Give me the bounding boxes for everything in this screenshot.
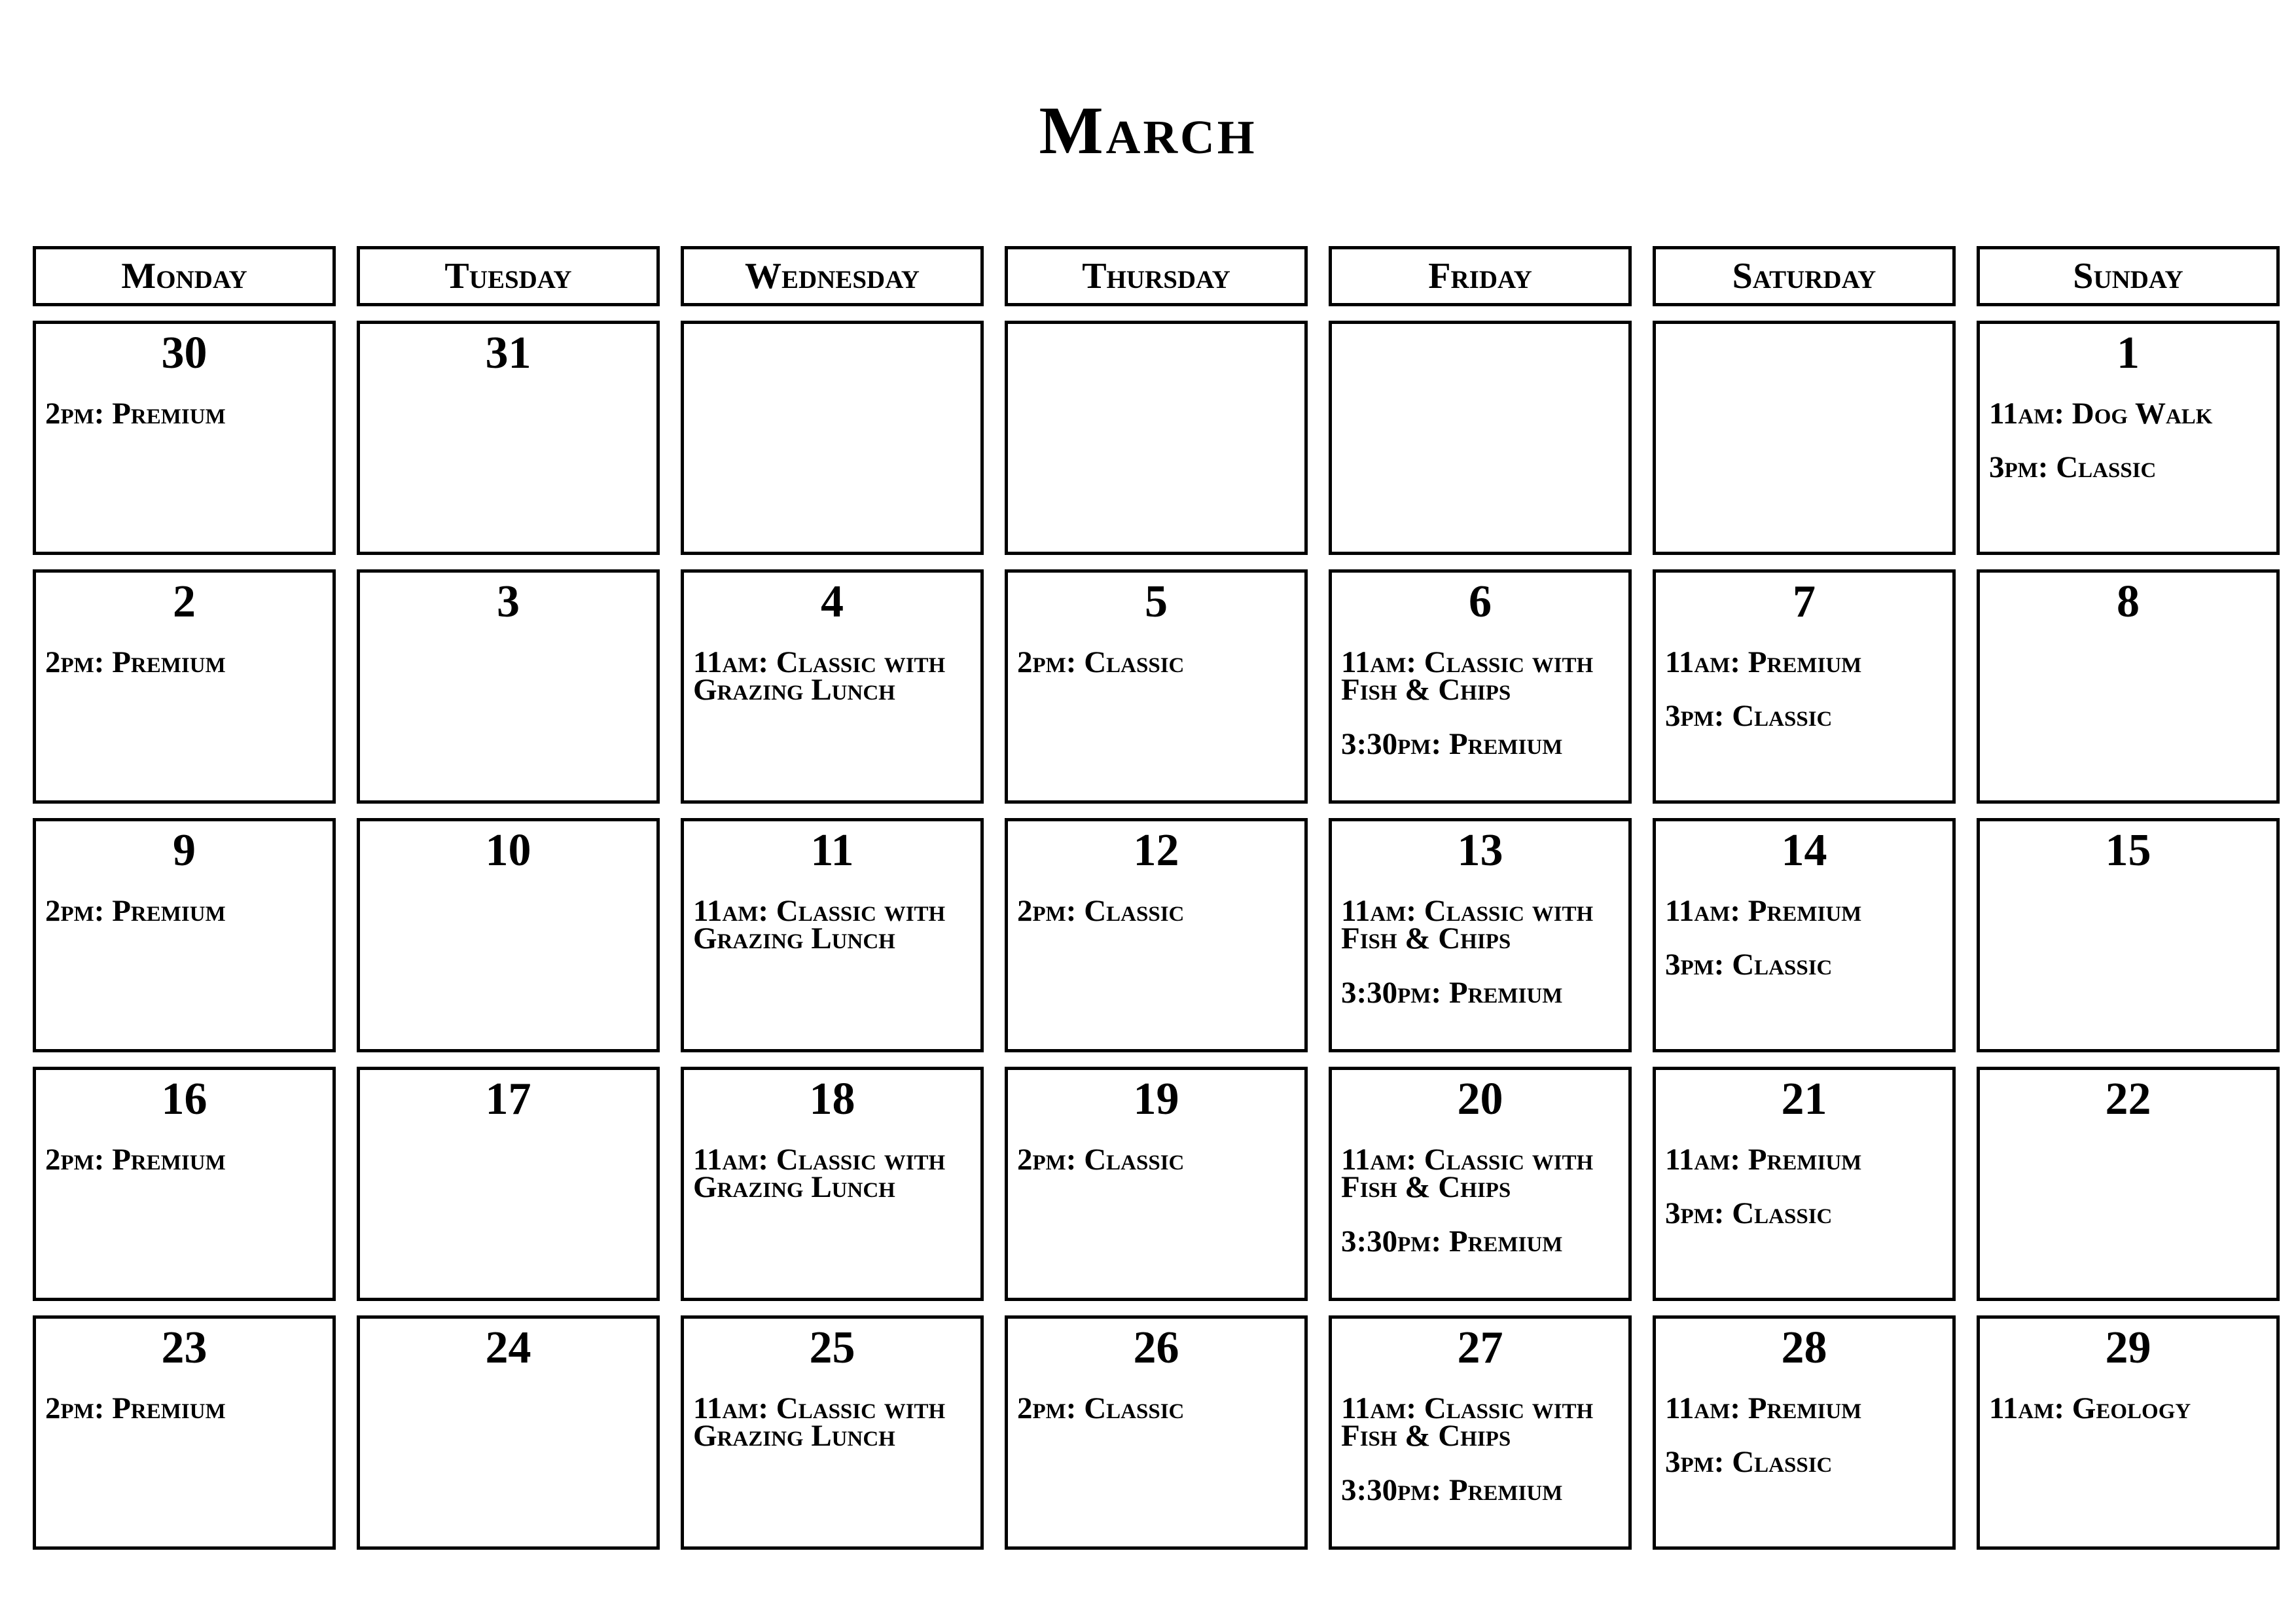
event-entry: 2pm: Classic (1017, 645, 1185, 679)
event-entry: 11am: Premium (1665, 1143, 1862, 1177)
day-cell[interactable] (1329, 569, 1632, 804)
day-number: 25 (809, 1323, 855, 1373)
calendar-grid (33, 321, 2280, 1550)
day-cell[interactable] (33, 1067, 336, 1301)
day-cell[interactable] (1653, 321, 1956, 555)
day-cell[interactable] (1329, 321, 1632, 555)
weekday-header-wednesday: Wednesday (681, 246, 984, 306)
event-entry: 2pm: Premium (45, 894, 226, 928)
day-cell[interactable] (1977, 569, 2280, 804)
day-number: 19 (1133, 1074, 1179, 1124)
day-number: 24 (485, 1323, 531, 1373)
day-number: 30 (161, 328, 207, 378)
day-number: 27 (1457, 1323, 1503, 1373)
day-cell[interactable] (681, 321, 984, 555)
day-number: 9 (173, 825, 196, 876)
event-entry: 3:30pm: Premium (1341, 975, 1563, 1010)
day-cell[interactable] (1329, 1067, 1632, 1301)
event-entry: 2pm: Classic (1017, 1391, 1185, 1425)
day-cell[interactable] (1977, 1315, 2280, 1550)
day-cell[interactable] (1653, 569, 1956, 804)
day-number: 15 (2105, 825, 2151, 876)
day-cell[interactable] (1329, 1315, 1632, 1550)
event-entry: 2pm: Premium (45, 645, 226, 679)
event-entry: 2pm: Classic (1017, 1143, 1185, 1177)
event-entry: 11am: Classic with Fish & Chips (1341, 1143, 1594, 1205)
day-cell[interactable] (1329, 818, 1632, 1052)
day-cell[interactable] (681, 1315, 984, 1550)
event-entry: 2pm: Premium (45, 397, 226, 431)
event-entry: 3:30pm: Premium (1341, 1472, 1563, 1507)
day-cell[interactable] (357, 321, 660, 555)
day-cell[interactable] (357, 818, 660, 1052)
day-number: 7 (1793, 577, 1816, 627)
event-entry: 11am: Premium (1665, 894, 1862, 928)
day-number: 13 (1457, 825, 1503, 876)
day-cell[interactable] (1005, 1315, 1308, 1550)
day-cell[interactable] (33, 818, 336, 1052)
day-number: 8 (2117, 577, 2140, 627)
event-entry: 11am: Classic with Grazing Lunch (693, 1143, 946, 1205)
event-entry: 11am: Premium (1665, 1391, 1862, 1425)
day-cell[interactable] (1005, 818, 1308, 1052)
day-number: 20 (1457, 1074, 1503, 1124)
event-entry: 11am: Premium (1665, 645, 1862, 679)
day-cell[interactable] (1005, 569, 1308, 804)
day-cell[interactable] (681, 818, 984, 1052)
day-cell[interactable] (1977, 1067, 2280, 1301)
weekday-header-friday: Friday (1329, 246, 1632, 306)
event-entry: 11am: Classic with Grazing Lunch (693, 1391, 946, 1454)
day-number: 6 (1469, 577, 1492, 627)
event-entry: 3pm: Classic (1665, 699, 1833, 734)
day-number: 29 (2105, 1323, 2151, 1373)
day-cell[interactable] (1005, 321, 1308, 555)
day-number: 12 (1133, 825, 1179, 876)
event-entry: 2pm: Premium (45, 1391, 226, 1425)
day-number: 26 (1133, 1323, 1179, 1373)
day-number: 22 (2105, 1074, 2151, 1124)
day-cell[interactable] (357, 1315, 660, 1550)
day-number: 11 (810, 825, 854, 876)
day-cell[interactable] (33, 569, 336, 804)
weekday-header-thursday: Thursday (1005, 246, 1308, 306)
event-entry: 11am: Classic with Grazing Lunch (693, 645, 946, 707)
weekday-header-row (33, 246, 2280, 306)
day-number: 4 (821, 577, 844, 627)
day-cell[interactable] (1653, 1067, 1956, 1301)
event-entry: 3:30pm: Premium (1341, 726, 1563, 761)
day-number: 3 (497, 577, 520, 627)
day-number: 14 (1781, 825, 1827, 876)
event-entry: 11am: Classic with Fish & Chips (1341, 1391, 1594, 1454)
month-title: March (1039, 93, 1257, 168)
event-entry: 2pm: Classic (1017, 894, 1185, 928)
event-entry: 2pm: Premium (45, 1143, 226, 1177)
event-entry: 3pm: Classic (1989, 450, 2157, 485)
day-cell[interactable] (33, 1315, 336, 1550)
day-number: 28 (1781, 1323, 1827, 1373)
event-entry: 11am: Geology (1989, 1391, 2191, 1425)
event-entry: 3pm: Classic (1665, 948, 1833, 982)
day-cell[interactable] (681, 1067, 984, 1301)
day-cell[interactable] (1653, 818, 1956, 1052)
event-entry: 11am: Classic with Fish & Chips (1341, 645, 1594, 707)
day-number: 23 (161, 1323, 207, 1373)
day-number: 18 (809, 1074, 855, 1124)
day-cell[interactable] (33, 321, 336, 555)
event-entry: 3:30pm: Premium (1341, 1224, 1563, 1258)
day-number: 2 (173, 577, 196, 627)
event-entry: 11am: Classic with Fish & Chips (1341, 894, 1594, 956)
day-cell[interactable] (1977, 818, 2280, 1052)
day-number: 21 (1781, 1074, 1827, 1124)
day-cell[interactable] (357, 1067, 660, 1301)
event-entry: 3pm: Classic (1665, 1445, 1833, 1480)
day-number: 17 (485, 1074, 531, 1124)
weekday-header-monday: Monday (33, 246, 336, 306)
weekday-header-tuesday: Tuesday (357, 246, 660, 306)
day-number: 5 (1145, 577, 1168, 627)
event-entry: 11am: Dog Walk (1989, 397, 2213, 431)
event-entry: 11am: Classic with Grazing Lunch (693, 894, 946, 956)
day-cell[interactable] (1653, 1315, 1956, 1550)
day-cell[interactable] (357, 569, 660, 804)
weekday-header-saturday: Saturday (1653, 246, 1956, 306)
day-number: 10 (485, 825, 531, 876)
day-number: 16 (161, 1074, 207, 1124)
day-cell[interactable] (1005, 1067, 1308, 1301)
day-cell[interactable] (1977, 321, 2280, 555)
weekday-header-sunday: Sunday (1977, 246, 2280, 306)
day-cell[interactable] (681, 569, 984, 804)
day-number: 1 (2117, 328, 2140, 378)
day-number: 31 (485, 328, 531, 378)
event-entry: 3pm: Classic (1665, 1196, 1833, 1231)
